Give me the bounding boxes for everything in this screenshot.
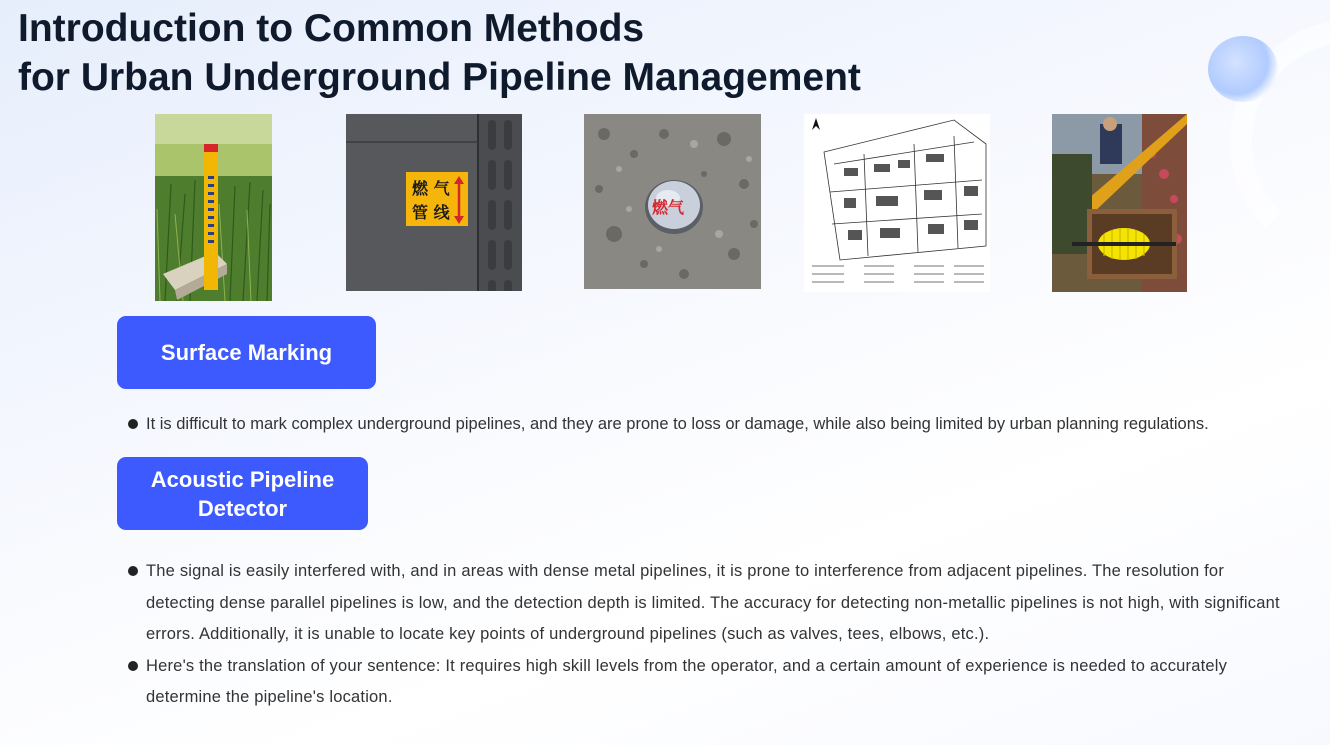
acoustic-detector-label-line-2: Detector xyxy=(197,495,288,521)
surface-marking-label xyxy=(117,316,376,389)
pipeline-map-drawing xyxy=(804,114,990,292)
sign-plate-text-bottom: 管 线 xyxy=(412,203,450,222)
decorative-blob xyxy=(1208,36,1278,102)
surface-marking-label-line-1: Surface Marking xyxy=(160,340,333,365)
list-item: Here's the translation of your sentence: It requires high skill levels from the operator, and a certain amount of experience is needed to accurately determine the pipeline's location. xyxy=(128,651,1288,714)
page-title xyxy=(18,4,861,102)
ground-nail-text: 燃气 xyxy=(652,198,685,217)
list-item: The signal is easily interfered with, and in areas with dense metal pipelines, it is prone to interference from adjacent pipelines. The resolution for detecting dense parallel pipelines is low, and the detection depth is limited. The accuracy for detecting non-metallic pipelines is not high, with significant errors. Additionally, it is unable to locate key points of underground pipelines (such as valves, tees, elbows, etc.). xyxy=(128,556,1288,651)
acoustic-detector-points xyxy=(128,556,1288,714)
marker-post-photo xyxy=(155,114,272,301)
acoustic-detector-label xyxy=(117,457,368,530)
sign-plate-photo xyxy=(346,114,522,291)
acoustic-detector-label-line-1: Acoustic Pipeline xyxy=(150,466,335,492)
list-item: It is difficult to mark complex underground pipelines, and they are prone to loss or damage, while also being limited by urban planning regulations. xyxy=(128,414,1308,434)
ground-nail-photo xyxy=(584,114,761,289)
detector-field-photo xyxy=(1052,114,1187,292)
page-title-line-2: for Urban Underground Pipeline Management xyxy=(18,56,861,99)
page-title-line-1: Introduction to Common Methods xyxy=(18,7,645,50)
sign-plate-text-top: 燃 气 xyxy=(412,179,450,198)
surface-marking-points xyxy=(128,414,1308,434)
